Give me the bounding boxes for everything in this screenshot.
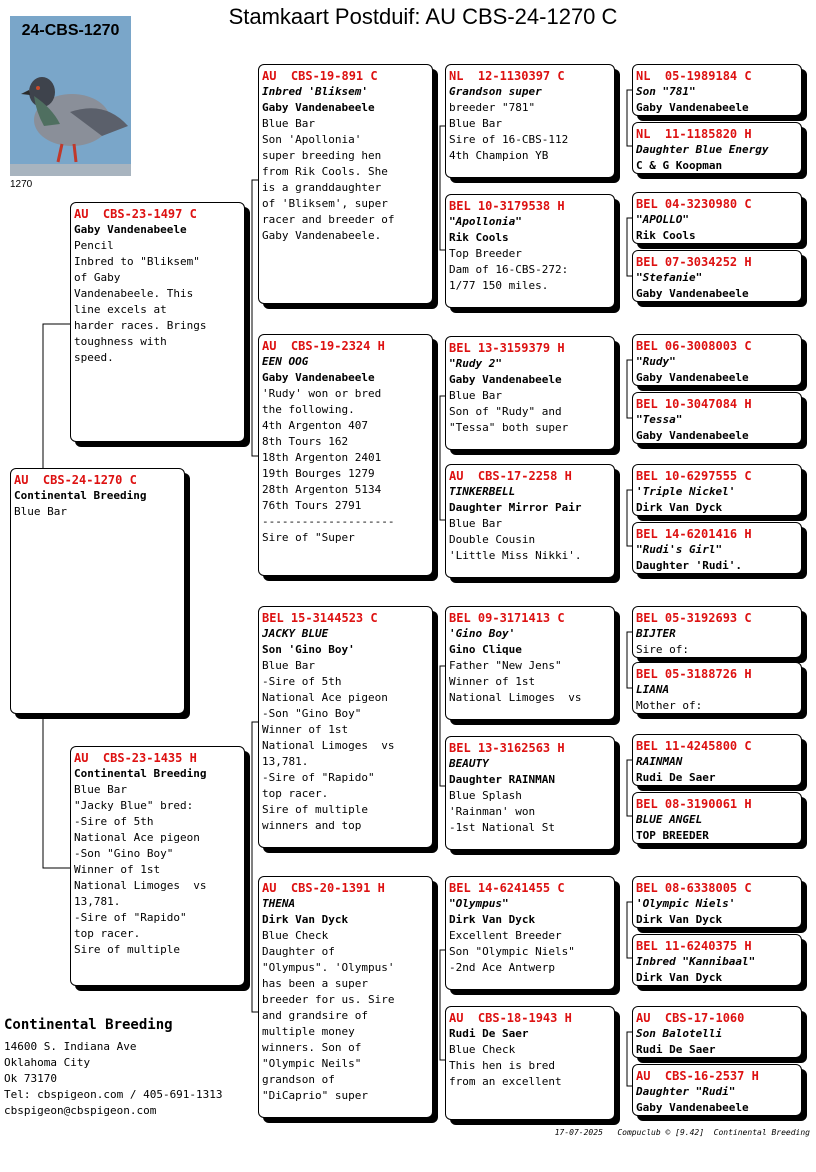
card-text-line: "Rudi's Girl" xyxy=(636,543,723,556)
card-text-line: Blue Bar xyxy=(449,389,502,402)
ring-number: AU CBS-17-2258 H xyxy=(449,469,572,483)
card-text-line: Blue Bar xyxy=(449,117,502,130)
pedigree-card xyxy=(445,464,615,578)
card-text-line: Rik Cools xyxy=(449,231,509,244)
card-text-line: "Jacky Blue" bred: xyxy=(74,799,194,812)
card-text-line: Inbred to "Bliksem" xyxy=(74,255,200,268)
card-text-line: and grandsire of xyxy=(262,1009,368,1022)
pedigree-card xyxy=(632,734,802,786)
pedigree-card xyxy=(10,468,185,714)
card-text-line: Dirk Van Dyck xyxy=(636,971,723,984)
card-text-line: of 'Bliksem', super xyxy=(262,197,388,210)
card-text-line: "Olympus" xyxy=(449,897,509,910)
card-text-line: "Olympus". 'Olympus' xyxy=(262,961,395,974)
photo-caption: 1270 xyxy=(10,179,33,190)
card-text-line: racer and breeder of xyxy=(262,213,395,226)
photo-label: 24-CBS-1270 xyxy=(21,22,120,39)
ring-number: BEL 08-3190061 H xyxy=(636,797,752,811)
card-text-line: Winner of 1st xyxy=(449,675,536,688)
card-text-line: C & G Koopman xyxy=(636,159,723,172)
ring-number: AU CBS-24-1270 C xyxy=(14,473,137,487)
card-text-line: of Gaby xyxy=(74,271,121,284)
ring-number: BEL 14-6241455 C xyxy=(449,881,565,895)
card-text-line: Rudi De Saer xyxy=(449,1027,529,1040)
card-text-line: Sire of 16-CBS-112 xyxy=(449,133,569,146)
card-text-line: Daughter "Rudi" xyxy=(636,1085,736,1098)
pedigree-card xyxy=(258,606,433,848)
card-text-line: "Rudy 2" xyxy=(449,357,502,370)
pedigree-card xyxy=(632,934,802,986)
card-text-line: "Stefanie" xyxy=(636,271,703,284)
ring-number: NL 05-1989184 C xyxy=(636,69,752,83)
card-text-line: "APOLLO" xyxy=(636,213,689,226)
card-text-line: LIANA xyxy=(636,683,670,696)
card-text-line: Gaby Vandenabeele xyxy=(636,371,749,384)
card-text-line: from an excellent xyxy=(449,1075,562,1088)
card-text-line: top racer. xyxy=(74,927,141,940)
card-text-line: top racer. xyxy=(262,787,329,800)
card-text-line: Excellent Breeder xyxy=(449,929,562,942)
card-text-line: -Son "Gino Boy" xyxy=(262,707,362,720)
card-text-line: Winner of 1st xyxy=(74,863,161,876)
card-text-line: Continental Breeding xyxy=(74,767,207,780)
card-text-line: "Tessa" xyxy=(636,413,683,426)
card-text-line: Gaby Vandenabeele. xyxy=(262,229,382,242)
ring-number: BEL 05-3188726 H xyxy=(636,667,752,681)
card-text-line: Gaby Vandenabeele xyxy=(262,101,375,114)
pedigree-card xyxy=(632,250,802,302)
card-text-line: Continental Breeding xyxy=(14,489,147,502)
card-text-line: "Rudy" xyxy=(636,355,676,368)
card-text-line: -1st National St xyxy=(449,821,555,834)
card-text-line: -Sire of 5th xyxy=(262,675,342,688)
ring-number: NL 11-1185820 H xyxy=(636,127,752,141)
card-text-line: winners. Son of xyxy=(262,1041,362,1054)
card-text-line: 1/77 150 miles. xyxy=(449,279,549,292)
card-text-line: 'Little Miss Nikki'. xyxy=(449,549,582,562)
card-text-line: Vandenabeele. This xyxy=(74,287,194,300)
ring-number: BEL 14-6201416 H xyxy=(636,527,752,541)
ring-number: AU CBS-18-1943 H xyxy=(449,1011,572,1025)
loft-address-line: Oklahoma City xyxy=(4,1056,91,1069)
card-text-line: has been a super xyxy=(262,977,368,990)
card-text-line: Son 'Apollonia' xyxy=(262,133,362,146)
card-text-line: RAINMAN xyxy=(636,755,683,768)
card-text-line: National Limoges vs xyxy=(449,691,582,704)
ring-number: BEL 13-3159379 H xyxy=(449,341,565,355)
card-text-line: 'Rudy' won or bred xyxy=(262,387,382,400)
footer-credit: 17-07-2025 Compuclub © [9.42] Continental Breeding xyxy=(554,1128,810,1137)
card-text-line: Dam of 16-CBS-272: xyxy=(449,263,569,276)
card-text-line: Blue Bar xyxy=(262,117,315,130)
ring-number: BEL 05-3192693 C xyxy=(636,611,752,625)
card-text-line: Daughter Mirror Pair xyxy=(449,501,582,514)
loft-email-line: cbspigeon@cbspigeon.com xyxy=(4,1104,157,1117)
card-text-line: harder races. Brings xyxy=(74,319,207,332)
pedigree-card xyxy=(258,876,433,1118)
card-text-line: 'Rainman' won xyxy=(449,805,536,818)
pedigree-card xyxy=(632,64,802,116)
card-text-line: Son "781" xyxy=(636,85,696,98)
card-text-line: Rik Cools xyxy=(636,229,696,242)
ring-number: BEL 07-3034252 H xyxy=(636,255,752,269)
ring-number: AU CBS-16-2537 H xyxy=(636,1069,759,1083)
card-text-line: breeder "781" xyxy=(449,101,536,114)
card-text-line: 28th Argenton 5134 xyxy=(262,483,382,496)
ring-number: BEL 11-4245800 C xyxy=(636,739,752,753)
pedigree-card xyxy=(632,1006,802,1058)
pedigree-card xyxy=(445,64,615,178)
card-text-line: 13,781. xyxy=(74,895,121,908)
ring-number: AU CBS-17-1060 xyxy=(636,1011,745,1025)
card-text-line: THENA xyxy=(262,897,296,910)
card-text-line: is a granddaughter xyxy=(262,181,382,194)
card-text-line: multiple money xyxy=(262,1025,355,1038)
card-text-line: 'Triple Nickel' xyxy=(636,485,736,498)
card-text-line: Sire of multiple xyxy=(262,803,368,816)
card-text-line: -Sire of 5th xyxy=(74,815,154,828)
loft-address-line: 14600 S. Indiana Ave xyxy=(4,1040,137,1053)
loft-address xyxy=(4,1017,223,1119)
card-text-line: 4th Argenton 407 xyxy=(262,419,368,432)
pedigree-card xyxy=(632,522,802,574)
card-text-line: "DiCaprio" super xyxy=(262,1089,368,1102)
ring-number: BEL 10-6297555 C xyxy=(636,469,752,483)
card-text-line: Sire of: xyxy=(636,643,689,656)
card-text-line: Sire of "Super xyxy=(262,531,355,544)
card-text-line: BEAUTY xyxy=(449,757,489,770)
pedigree-card xyxy=(632,792,802,844)
card-text-line: Inbred "Kannibaal" xyxy=(636,955,756,968)
card-text-line: Gaby Vandenabeele xyxy=(74,223,187,236)
card-text-line: National Ace pigeon xyxy=(262,691,388,704)
card-text-line: -Son "Gino Boy" xyxy=(74,847,174,860)
card-text-line: Blue Bar xyxy=(449,517,502,530)
card-text-line: Son 'Gino Boy' xyxy=(262,643,355,656)
pedigree-card xyxy=(445,1006,615,1120)
loft-contact-line: Tel: cbspigeon.com / 405-691-1313 xyxy=(4,1088,223,1101)
card-text-line: 18th Argenton 2401 xyxy=(262,451,382,464)
ring-number: BEL 11-6240375 H xyxy=(636,939,752,953)
ring-number: BEL 10-3047084 H xyxy=(636,397,752,411)
pedigree-card xyxy=(258,334,433,576)
card-text-line: Dirk Van Dyck xyxy=(449,913,536,926)
pedigree-card xyxy=(445,876,615,990)
ring-number: BEL 10-3179538 H xyxy=(449,199,565,213)
pedigree-card xyxy=(445,606,615,720)
card-text-line: Blue Bar xyxy=(14,505,67,518)
card-text-line: Dirk Van Dyck xyxy=(262,913,349,926)
card-text-line: speed. xyxy=(74,351,114,364)
loft-name: Continental Breeding xyxy=(4,1017,173,1033)
card-text-line: 4th Champion YB xyxy=(449,149,549,162)
card-text-line: 19th Bourges 1279 xyxy=(262,467,375,480)
pedigree-card xyxy=(632,662,802,714)
card-text-line: TOP BREEDER xyxy=(636,829,709,842)
card-text-line: BIJTER xyxy=(636,627,676,640)
card-text-line: Rudi De Saer xyxy=(636,1043,716,1056)
card-text-line: 'Olympic Niels' xyxy=(636,897,736,910)
card-text-line: Gaby Vandenabeele xyxy=(262,371,375,384)
pedigree-card xyxy=(445,336,615,450)
card-text-line: Daughter RAINMAN xyxy=(449,773,555,786)
pedigree-card xyxy=(632,876,802,928)
ring-number: BEL 13-3162563 H xyxy=(449,741,565,755)
card-text-line: line excels at xyxy=(74,303,167,316)
card-text-line: This hen is bred xyxy=(449,1059,555,1072)
card-text-line: JACKY BLUE xyxy=(262,627,329,640)
card-text-line: 13,781. xyxy=(262,755,309,768)
pedigree-card xyxy=(258,64,433,304)
ring-number: BEL 15-3144523 C xyxy=(262,611,378,625)
card-text-line: National Limoges vs xyxy=(262,739,395,752)
pedigree-card xyxy=(632,1064,802,1116)
ring-number: AU CBS-23-1435 H xyxy=(74,751,197,765)
card-text-line: Dirk Van Dyck xyxy=(636,913,723,926)
card-text-line: Blue Splash xyxy=(449,789,522,802)
card-text-line: Father "New Jens" xyxy=(449,659,562,672)
card-text-line: winners and top xyxy=(262,819,362,832)
card-text-line: Son "Olympic Niels" xyxy=(449,945,575,958)
card-text-line: Gaby Vandenabeele xyxy=(636,429,749,442)
pedigree-card xyxy=(632,122,802,174)
card-text-line: Pencil xyxy=(74,239,114,252)
card-text-line: Dirk Van Dyck xyxy=(636,501,723,514)
card-text-line: Daughter 'Rudi'. xyxy=(636,559,742,572)
card-text-line: Blue Bar xyxy=(74,783,127,796)
pedigree-card xyxy=(632,192,802,244)
card-text-line: the following. xyxy=(262,403,355,416)
card-text-line: 76th Tours 2791 xyxy=(262,499,362,512)
card-text-line: National Ace pigeon xyxy=(74,831,200,844)
card-text-line: breeder for us. Sire xyxy=(262,993,395,1006)
card-text-line: Gaby Vandenabeele xyxy=(449,373,562,386)
card-text-line: super breeding hen xyxy=(262,149,382,162)
ring-number: AU CBS-20-1391 H xyxy=(262,881,385,895)
card-text-line: BLUE ANGEL xyxy=(636,813,703,826)
ring-number: NL 12-1130397 C xyxy=(449,69,565,83)
card-text-line: Blue Bar xyxy=(262,659,315,672)
ring-number: BEL 08-6338005 C xyxy=(636,881,752,895)
card-text-line: "Apollonia" xyxy=(449,215,522,228)
pedigree-card xyxy=(632,464,802,516)
card-text-line: grandson of xyxy=(262,1073,335,1086)
ring-number: BEL 04-3230980 C xyxy=(636,197,752,211)
card-text-line: toughness with xyxy=(74,335,167,348)
card-text-line: Inbred 'Bliksem' xyxy=(262,85,368,98)
pedigree-card xyxy=(70,746,245,986)
card-text-line: Double Cousin xyxy=(449,533,536,546)
card-text-line: Grandson super xyxy=(449,85,542,98)
card-text-line: TINKERBELL xyxy=(449,485,516,498)
card-text-line: Blue Check xyxy=(262,929,329,942)
card-text-line: Daughter of xyxy=(262,945,335,958)
card-text-line: -Sire of "Rapido" xyxy=(74,911,187,924)
card-text-line: from Rik Cools. She xyxy=(262,165,388,178)
pedigree-card xyxy=(632,606,802,658)
card-text-line: Sire of multiple xyxy=(74,943,180,956)
card-text-line: -------------------- xyxy=(262,515,395,528)
ring-number: AU CBS-23-1497 C xyxy=(74,207,197,221)
card-text-line: -Sire of "Rapido" xyxy=(262,771,375,784)
pedigree-card xyxy=(632,392,802,444)
card-text-line: Rudi De Saer xyxy=(636,771,716,784)
card-text-line: EEN OOG xyxy=(262,355,309,368)
card-text-line: 'Gino Boy' xyxy=(449,627,516,640)
card-text-line: Gaby Vandenabeele xyxy=(636,101,749,114)
card-text-line: Mother of: xyxy=(636,699,703,712)
ring-number: AU CBS-19-2324 H xyxy=(262,339,385,353)
card-text-line: Top Breeder xyxy=(449,247,522,260)
card-text-line: Gaby Vandenabeele xyxy=(636,1101,749,1114)
card-text-line: Blue Check xyxy=(449,1043,516,1056)
ring-number: AU CBS-19-891 C xyxy=(262,69,378,83)
card-text-line: Gino Clique xyxy=(449,643,522,656)
card-text-line: "Tessa" both super xyxy=(449,421,569,434)
loft-address-line: Ok 73170 xyxy=(4,1072,57,1085)
card-text-line: National Limoges vs xyxy=(74,879,207,892)
card-text-line: "Olympic Neils" xyxy=(262,1057,362,1070)
pedigree-card xyxy=(445,736,615,850)
card-text-line: 8th Tours 162 xyxy=(262,435,349,448)
pedigree-card xyxy=(445,194,615,308)
card-text-line: Son of "Rudy" and xyxy=(449,405,562,418)
card-text-line: -2nd Ace Antwerp xyxy=(449,961,555,974)
card-text-line: Gaby Vandenabeele xyxy=(636,287,749,300)
page-title: Stamkaart Postduif: AU CBS-24-1270 C xyxy=(228,4,618,29)
card-text-line: Winner of 1st xyxy=(262,723,349,736)
ring-number: BEL 09-3171413 C xyxy=(449,611,565,625)
ring-number: BEL 06-3008003 C xyxy=(636,339,752,353)
pedigree-card xyxy=(70,202,245,442)
card-text-line: Son Balotelli xyxy=(636,1027,723,1040)
pedigree-card xyxy=(632,334,802,386)
card-text-line: Daughter Blue Energy xyxy=(636,143,769,156)
